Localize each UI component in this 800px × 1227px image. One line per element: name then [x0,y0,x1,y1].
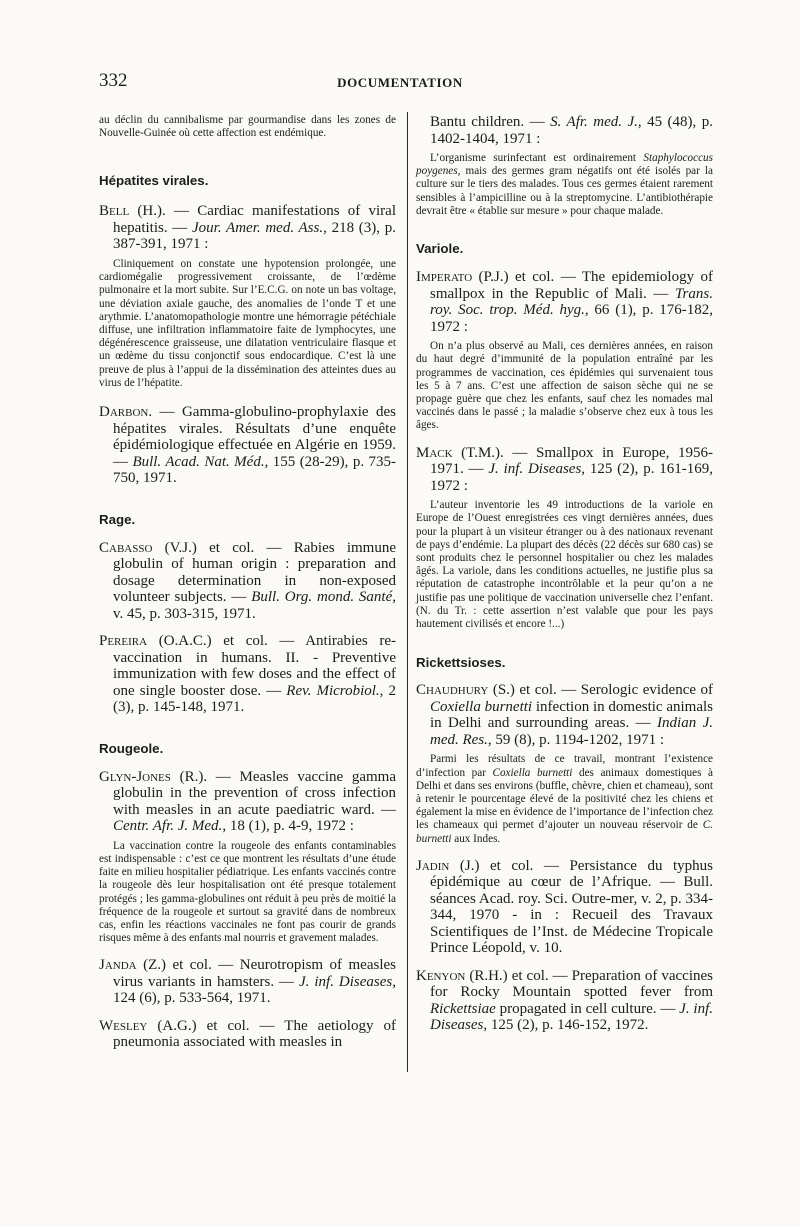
section-heading-hepatites: Hépatites virales. [99,173,209,189]
column-rule [407,112,408,1072]
section-heading-rage: Rage. [99,511,136,527]
ref-janda: Janda (Z.) et col. — Neurotropism of measles virus variants in hamsters. — J. inf. Diseases, 124 (6), p. 533-564, 1971. [99,957,396,1007]
ref-glyn-jones: Glyn-Jones (R.). — Measles vaccine gamma globulin in the prevention of cross infection with measles in an acute paediatric ward. — Centr. Afr. J. Med., 18 (1), p. 4-9, 1972 : [99,768,396,835]
ref-mack: Mack (T.M.). — Smallpox in Europe, 1956-1971. — J. inf. Diseases, 125 (2), p. 161-169, 1972 : [416,444,713,494]
ref-bell: Bell (H.). — Cardiac manifestations of viral hepatitis. — Jour. Amer. med. Ass., 218 (3), p. 387-391, 1971 : [99,203,396,253]
intro-paragraph: au déclin du cannibalisme par gourmandise dans les zones de Nouvelle-Guinée où cette affection est endémique. [99,114,396,140]
section-heading-rickettsioses: Rickettsioses. [416,655,506,671]
abstract-imperato: On n’a plus observé au Mali, ces dernières années, en raison du haut degré d’immunité de la population entraîné par les programmes de vaccination, ces épidémies qui survenaient tous les 5 à 7 ans. C’est une affection de saison sèche qui ne se propage guère que chez les enfants, sauf chez les nomades mal vaccinés dans le passé ; la maladie s’observe chez eux à tous les âges. [416,340,713,432]
running-head: DOCUMENTATION [337,75,463,90]
section-heading-rougeole: Rougeole. [99,740,164,756]
left-column [99,114,396,1051]
ref-pereira: Pereira (O.A.C.) et col. — Antirabies re-vaccination in humans. II. - Preventive immunization with few doses and the effect of one single booster dose. — Rev. Microbiol., 2 (3), p. 145-148, 1971. [99,633,396,716]
ref-cabasso: Cabasso (V.J.) et col. — Rabies immune globulin of human origin : preparation and dosage determination in non-exposed volunteer subjects. — Bull. Org. mond. Santé, v. 45, p. 303-315, 1971. [99,539,396,622]
abstract-chaudhury: Parmi les résultats de ce travail, montrant l’existence d’infection par Coxiella burnetti des animaux domestiques à Delhi et dans ses environs (buffle, chèvre, chien et chameau), sont à retenir le pourcentage élevé de la positivité chez les chiens et également la mise en évidence de l’importance de l’infection chez les chameaux qui permet d’ajouter un nouveau réservoir de C. burnetti aux Indes. [416,753,713,845]
abstract-glyn-jones: La vaccination contre la rougeole des enfants contaminables est indispensable : c’est ce que montrent les résultats d’une étude faite en milieu hospitalier pédiatrique. Les enfants vaccinés contre la rougeole dès leur hospitalisation ont été presque totalement protégés ; les gamma-globulines ont réduit à peu près de moitié la fréquence de la rougeole et surtout sa gravité dans de nombreux cas, enfin les réactions vaccinales ne font pas courir de grands risques même à des enfants mal nourris et gravement malades. [99,839,396,945]
abstract-bell: Cliniquement on constate une hypotension prolongée, une cardiomégalie progressivement croissante, de l’œdème pulmonaire et la mort subite. Sur l’E.C.G. on note un bas voltage, une déviation axiale gauche, des anomalies de l’onde T et une arythmie. L’anatomopathologie montre une hémorragie pétéchiale diffuse, une infiltration inflammatoire faite de lymphocytes, une dégénérescence graisseuse, une dilatation ventriculaire flasque et un œdème du tissu conjonctif sous endocardique. C’est là une preuve de plus à l’appui de la dissémination des atteintes dues au virus de l’hépatite. [99,257,396,389]
ref-kenyon: Kenyon (R.H.) et col. — Preparation of vaccines for Rocky Mountain spotted fever from Rickettsiae propagated in cell culture. — J. inf. Diseases, 125 (2), p. 146-152, 1972. [416,967,713,1034]
ref-wesley-continued: Bantu children. — S. Afr. med. J., 45 (48), p. 1402-1404, 1971 : [430,114,713,147]
ref-chaudhury: Chaudhury (S.) et col. — Serologic evidence of Coxiella burnetti infection in domestic animals in Delhi and surrounding areas. — Indian J. med. Res., 59 (8), p. 1194-1202, 1971 : [416,682,714,748]
ref-darbon: Darbon. — Gamma-globulino-prophylaxie des hépatites virales. Résultats d’une enquête épidémiologique effectuée en Algérie en 1959. — Bull. Acad. Nat. Méd., 155 (28-29), p. 735-750, 1971. [99,404,397,487]
abstract-wesley: L’organisme surinfectant est ordinairement Staphylococcus poygenes, mais des germes gram négatifs ont été isolés par la culture sur le tiers des malades. Tous ces germes étaient rarement sensibles à l’ampicilline ou à la streptomycine. L’antibiothérapie devrait être « établie sur mesure » pour chaque malade. [416,152,713,217]
ref-wesley: Wesley (A.G.) et col. — The aetiology of pneumonia associated with measles in [99,1017,396,1051]
abstract-mack: L’auteur inventorie les 49 introductions de la variole en Europe de l’Ouest enregistrées ces vingt dernières années, dues pour la plupart à un visiteur étranger ou à des nationaux revenant de pays d’endémie. La plupart des décès (22 décès sur 680 cas) se sont produits chez le personnel hospitalier ou chez les malades âgés. La variole, dans les conditions actuelles, ne justifie plus sa réputation de catastrophe incontrôlable et la peur qu’on a ne justifie pas une politique de vaccination universelle chez l’enfant. (N. du Tr. : cette assertion n’est valable que pour les pays hautement civilisés et encore !...) [416,499,713,631]
ref-jadin: Jadin (J.) et col. — Persistance du typhus épidémique au cœur de l’Afrique. — Bull. séances Acad. roy. Sci. Outre-mer, v. 2, p. 334-344, 1970 - in : Recueil des Travaux Scientifiques de l’Inst. de Médecine Tropicale Prince Léopold, v. 10. [416,857,713,957]
section-heading-variole: Variole. [416,241,464,257]
page-number: 332 [99,70,128,91]
ref-imperato: Imperato (P.J.) et col. — The epidemiology of smallpox in the Republic of Mali. — Trans. roy. Soc. trop. Méd. hyg., 66 (1), p. 176-182, 1972 : [416,269,713,335]
right-column [416,114,713,1034]
